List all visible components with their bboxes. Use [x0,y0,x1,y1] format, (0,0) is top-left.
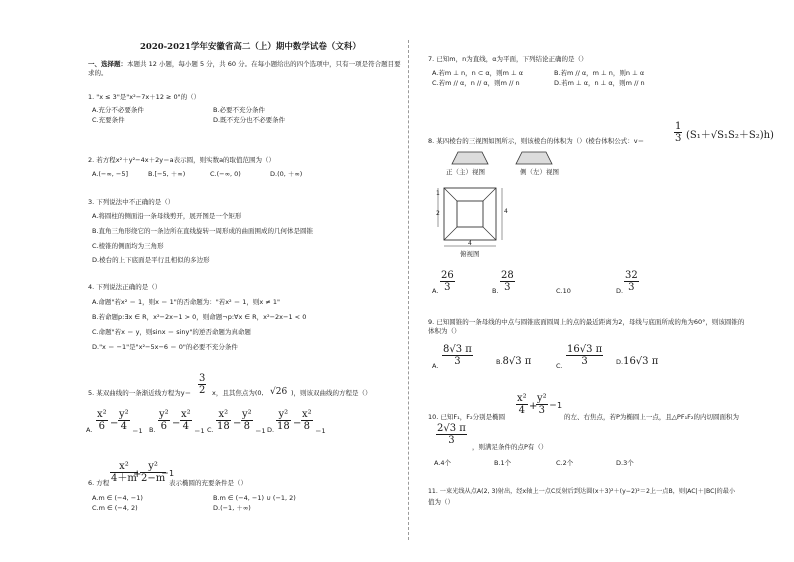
q5-stem-mid: x，且其焦点为(0, [212,389,264,397]
q10-frac1 [516,393,528,416]
q7-stem: 7. 已知m，n为直线，α为平面，下列结论正确的是（） [428,55,588,63]
q4-option-a[interactable]: A.命题"若x² ＝ 1，则x ＝ 1"的否命题为："若x² ＝ 1，则x ≠ 1" [92,298,280,306]
q10-plus: + [529,401,538,412]
q5-a-minus: − [110,418,119,429]
q5-d-n2: x² [302,409,312,420]
q10-frac2 [536,393,548,416]
q3-option-a[interactable]: A.将圆柱的侧面沿一条母线剪开，展开图是一个矩形 [92,212,242,220]
q5-b-frac1 [158,409,170,432]
q9-a-num: 8√3 π [443,344,472,355]
q9-option-b[interactable] [496,356,531,368]
q10-n1: x² [517,393,527,404]
q9-option-d[interactable] [616,356,658,368]
q10-option-c[interactable]: C.2个 [556,459,574,467]
q5-a-frac2 [118,409,130,432]
q10-d2: 3 [538,405,546,416]
q7-option-d[interactable]: D.若m ⊥ α，n ⊥ α，则m // n [554,79,645,87]
q5-b-d2: 4 [182,421,190,432]
q6-rhs: ＝1 [161,469,175,478]
q8-b-label: B. [492,287,499,295]
q9-a-label: A. [432,362,439,370]
column-divider [408,40,409,540]
q8-a-fraction [440,270,455,293]
q1-option-b[interactable]: B.必要不充分条件 [213,106,266,114]
q4-option-c[interactable]: C.命题"若x ＝ y，则sinx ＝ siny"的逆否命题为真命题 [92,328,251,336]
q6-d1: 4＋m [111,473,137,484]
q2-option-b[interactable]: B.[−5, ＋∞) [148,170,186,178]
q9-line2: 体积为（） [428,327,461,335]
q4-option-d[interactable]: D."x ＝ −1"是"x²−5x−6 ＝ 0"的必要不充分条件 [92,343,238,351]
section-desc-line2: 求的。 [88,69,108,77]
q4-option-b[interactable]: B.若命题p:∃x ∈ R，x²−2x−1 > 0，则命题¬p:∀x ∈ R，x²−2x−1 < 0 [92,313,307,321]
q8-d-fraction [624,270,639,293]
q9-b-value: 8√3 π [502,356,532,367]
q1-option-c[interactable]: C.充要条件 [92,116,125,124]
q5-a-label: A. [86,426,93,434]
q8-a-num: 26 [441,270,454,281]
q5-c-d1: 18 [217,421,230,432]
q5-slope-fraction [198,373,206,396]
q8-d-den: 3 [628,282,635,293]
q4-stem: 4. 下列说法正确的是（） [88,283,162,291]
q8-dim-4-right: 4 [504,208,508,215]
q10-n2: y² [537,393,547,404]
q5-c-label: C. [207,426,214,434]
q6-option-a[interactable]: A.m ∈ (−4, −1) [92,494,143,502]
q5-d-rhs: ＝1 [315,427,326,435]
exam-title: 2020-2021学年安徽省高二（上）期中数学试卷（文科） [140,42,361,52]
q6-prefix: 6. 方程 [88,479,110,487]
q5-a-n1: x² [97,409,107,420]
q5-b-n1: y² [159,409,169,420]
q8-d-label: D. [616,287,624,295]
q3-option-d[interactable]: D.棱台的上下底面是平行且相似的多边形 [92,256,210,264]
q9-line1: 9. 已知圆锥的一条母线的中点与圆锥底面圆周上的点的最近距离为2，母线与底面所成的角为60°，则该圆锥的 [428,318,745,326]
q6-plus: + [133,469,142,480]
q8-d-num: 32 [625,270,638,281]
q5-b-frac2 [180,409,192,432]
q5-slope-num: 3 [199,373,206,384]
q5-b-minus: − [172,418,181,429]
q5-a-n2: y² [119,409,129,420]
q5-d-d2: 8 [303,421,311,432]
q8-option-c[interactable] [556,287,571,295]
q5-d-frac1 [276,409,291,432]
top-view [438,188,502,246]
q6-n2: y² [148,461,158,472]
q8-formula-num: 1 [675,121,682,132]
q8-b-num: 28 [501,270,514,281]
q6-d2: 2−m [141,473,166,484]
q5-d-minus: − [293,418,302,429]
q7-option-c[interactable]: C.若m // α，n // α，则m // n [432,79,520,87]
q1-option-d[interactable]: D.既不充分也不必要条件 [213,116,286,124]
q5-d-n1: y² [278,409,289,420]
q5-a-d1: 6 [98,421,106,432]
q5-a-d2: 4 [120,421,128,432]
q5-c-rhs: ＝1 [255,427,266,435]
q2-stem: 2. 若方程x²＋y²−4x＋2y＝a表示圆，则实数a的取值范围为（） [88,156,276,164]
q6-n1: x² [119,461,129,472]
q10-option-b[interactable]: B.1个 [494,459,512,467]
q6-option-d[interactable]: D.(−1, ＋∞) [213,504,251,512]
q5-focus-value: √26 [270,387,288,397]
q2-option-d[interactable]: D.(0, ＋∞) [270,170,303,178]
q8-formula-fraction [674,121,682,144]
q5-c-d2: 8 [243,421,251,432]
q1-option-a[interactable]: A.充分不必要条件 [92,106,144,114]
q9-a-den: 3 [454,356,461,367]
q11-line2: 值为（） [428,498,454,506]
q5-c-frac2 [241,409,253,432]
q8-three-view-diagram [430,148,570,260]
q5-a-frac1 [96,409,108,432]
q8-a-label: A. [432,287,439,295]
q8-front-view-label: 正（主）视图 [446,168,485,176]
q8-a-den: 3 [444,282,451,293]
q5-c-frac1 [216,409,231,432]
q5-d-frac2 [301,409,313,432]
q2-option-c[interactable]: C.(−∞, 0) [210,170,241,178]
section-desc-line1: 本题共 12 小题，每小题 5 分，共 60 分。在每小题给出的四个选项中，只有一项是符合题目要 [127,60,401,68]
q9-b-label: B. [496,358,503,366]
q8-c-label: C. [556,287,563,295]
q5-c-minus: − [233,418,242,429]
q6-suffix: 表示椭圆的充要条件是（） [169,479,247,487]
q8-formula-rest: (S₁＋√S₁S₂＋S₂)h) [686,130,774,141]
q5-d-d1: 18 [277,421,290,432]
q8-side-view-label: 侧（左）视图 [520,168,559,176]
q5-slope-den: 2 [199,385,206,396]
q10-area-fraction [436,423,467,446]
q8-formula-den: 3 [675,133,682,144]
q10-area-num: 2√3 π [437,423,466,434]
q9-c-num: 16√3 π [567,344,603,355]
q5-b-rhs: ＝1 [194,427,205,435]
q8-dim-4-bottom: 4 [468,240,472,247]
q10-line3: ，则满足条件的点P有（） [472,443,548,451]
section-description [88,60,401,68]
q5-a-rhs: ＝1 [132,427,143,435]
q11-line1: 11. 一束光线从点A(2, 3)射出，经x轴上一点C反射后到达圆(x＋3)²＋(y−2)²＝2上一点B，则|AC|＋|BC|的最小 [428,488,736,495]
q3-option-b[interactable]: B.直角三角形绕它的一条边所在直线旋转一周形成的曲面围成的几何体是圆锥 [92,227,314,235]
q5-b-n2: x² [181,409,191,420]
side-view [516,152,552,164]
q9-c-fraction [566,344,603,367]
section-heading: 一、选择题： [88,60,127,68]
q10-option-d[interactable]: D.3个 [616,459,634,467]
q10-rhs: ＝1 [549,401,563,410]
q5-b-label: B. [149,426,156,434]
q2-option-a[interactable]: A.(−∞, −5] [92,170,129,178]
q9-a-fraction [442,344,473,367]
q3-stem: 3. 下列说法中不正确的是（） [88,198,175,206]
q7-option-b[interactable]: B.若m // α，m ⊥ n，则n ⊥ α [554,69,645,77]
q5-stem-post: )，则该双曲线的方程是（） [291,389,372,397]
q5-c-n2: y² [242,409,252,420]
q8-b-den: 3 [504,282,511,293]
q9-c-label: C. [556,362,563,370]
q9-d-label: D. [616,358,624,366]
q10-option-a[interactable]: A.4个 [434,459,452,467]
q10-suffix: 的左、右焦点，若P为椭圆上一点，且△PF₁F₂的内切圆面积为 [564,413,740,421]
q8-dim-2: 2 [436,210,440,217]
q5-stem-pre: 5. 某双曲线的一条渐近线方程为y＝ [88,389,192,397]
q5-c-n1: x² [218,409,229,420]
q8-c-value: 10 [562,287,571,295]
q8-stem: 8. 某四棱台的三视图如图所示，则该棱台的体积为（）(棱台体积公式：v＝ [428,137,645,145]
q5-d-label: D. [267,426,275,434]
q6-option-c[interactable]: C.m ∈ (−4, 2) [92,504,138,512]
q6-option-b[interactable]: B.m ∈ (−4, −1) ∪ (−1, 2) [213,494,296,502]
q10-d1: 4 [518,405,526,416]
q10-area-den: 3 [448,435,455,446]
q7-option-a[interactable]: A.若m ⊥ n，n ⊂ α，则m ⊥ α [432,69,524,77]
q8-b-fraction [500,270,515,293]
q1-stem: 1. "x ≤ 3"是"x²−7x＋12 ≥ 0"的（） [88,93,201,101]
q10-prefix: 10. 已知F₁，F₂分别是椭圆 [428,413,506,421]
q5-b-d1: 6 [160,421,168,432]
front-view [452,152,488,164]
q3-option-c[interactable]: C.棱锥的侧面均为三角形 [92,242,164,250]
q8-top-view-label: 俯视图 [460,250,480,258]
q9-d-value: 16√3 π [623,356,659,367]
q8-dim-1: 1 [436,190,440,197]
q9-c-den: 3 [581,356,588,367]
